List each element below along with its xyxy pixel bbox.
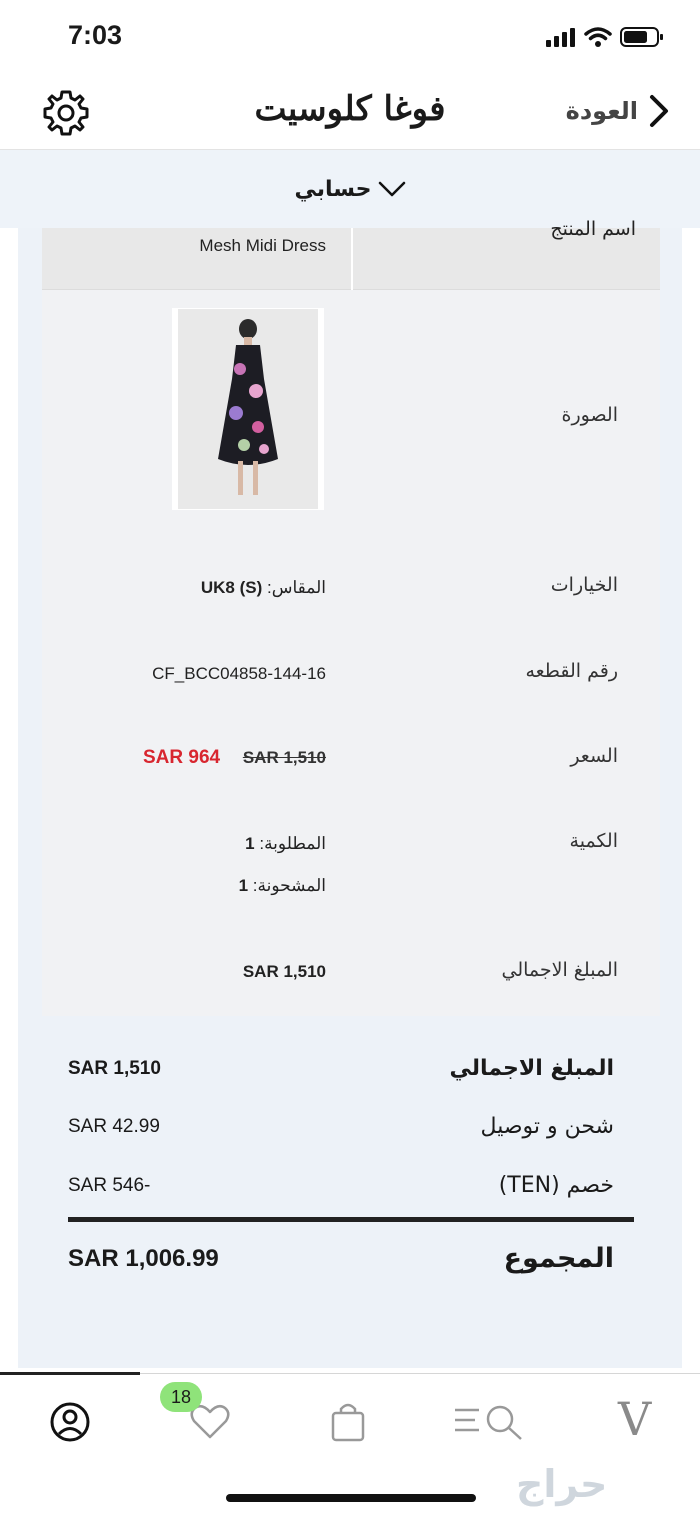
wishlist-badge: 18: [160, 1382, 202, 1412]
product-image[interactable]: [172, 308, 324, 510]
status-time: 7:03: [68, 20, 123, 50]
summary-total-label: المجموع: [503, 1243, 614, 1274]
summary-subtotal-label: المبلغ الاجمالي: [449, 1056, 614, 1081]
summary-shipping-value: SAR 42.99: [68, 1116, 160, 1137]
column-divider: [351, 228, 353, 290]
status-bar: [0, 0, 700, 75]
product-name-label: اسم المنتج: [550, 218, 636, 240]
options-label: الخيارات: [550, 574, 618, 596]
original-price: SAR 1,510: [242, 748, 326, 767]
sku-label: رقم القطعه: [525, 660, 618, 682]
summary-total-row: [68, 1243, 614, 1283]
price-value-wrap: [125, 747, 326, 769]
qty-shipped: [239, 876, 326, 896]
image-label: الصورة: [561, 404, 618, 426]
product-name-value: Mesh Midi Dress: [199, 236, 326, 255]
summary-shipping-row: [68, 1114, 614, 1154]
watermark: حراج: [516, 1462, 608, 1506]
wifi-icon: [584, 26, 612, 48]
account-dropdown[interactable]: [0, 150, 700, 228]
size-key: المقاس:: [267, 578, 326, 597]
menu-search-icon: [453, 1402, 525, 1442]
account-icon: [49, 1401, 91, 1443]
size-value: UK8 (S): [200, 578, 263, 597]
brand-logo[interactable]: V: [618, 1392, 652, 1446]
qty-ordered-value: 1: [245, 834, 255, 853]
line-total-label: المبلغ الاجمالي: [501, 959, 618, 981]
line-total-value: SAR 1,510: [242, 962, 326, 981]
bag-icon: [330, 1401, 366, 1443]
chevron-down-icon: [378, 180, 406, 198]
qty-shipped-value: 1: [238, 876, 249, 895]
account-label: حسابي: [294, 176, 372, 202]
price-label: السعر: [570, 745, 618, 767]
qty-ordered: [245, 834, 326, 854]
signal-icon: [546, 27, 576, 47]
order-item-table: [42, 218, 660, 1016]
qty-shipped-key: المشحونة:: [252, 876, 326, 895]
summary-subtotal-value: SAR 1,510: [68, 1058, 161, 1079]
quantity-label: الكمية: [569, 830, 618, 852]
summary-subtotal-row: [68, 1056, 614, 1096]
nav-account[interactable]: [40, 1392, 100, 1452]
status-icons: [546, 26, 664, 48]
chevron-left-icon: [648, 93, 670, 129]
battery-icon: [620, 26, 664, 48]
dress-image: [178, 309, 318, 509]
summary-discount-label: (TEN) خصم: [498, 1173, 614, 1198]
summary-total-value: SAR 1,006.99: [68, 1245, 219, 1272]
back-label: العودة: [565, 97, 638, 125]
summary-divider: [68, 1217, 634, 1222]
nav-active-indicator: [0, 1372, 140, 1375]
page-title: فوغا كلوسيت: [254, 89, 446, 129]
nav-cart[interactable]: [318, 1392, 378, 1452]
sku-value: CF_BCC04858-144-16: [152, 664, 326, 683]
qty-ordered-key: المطلوبة:: [259, 834, 326, 853]
home-indicator[interactable]: [226, 1494, 476, 1502]
summary-discount-row: [68, 1173, 614, 1213]
app-header: [0, 75, 700, 150]
sale-price: SAR 964: [142, 747, 221, 768]
product-name-row: [42, 218, 660, 290]
options-value-wrap: [201, 578, 326, 598]
summary-shipping-label: شحن و توصيل: [480, 1114, 614, 1139]
back-button[interactable]: [566, 93, 670, 129]
summary-discount-value: SAR 546-: [68, 1175, 151, 1196]
nav-browse[interactable]: [452, 1392, 526, 1452]
